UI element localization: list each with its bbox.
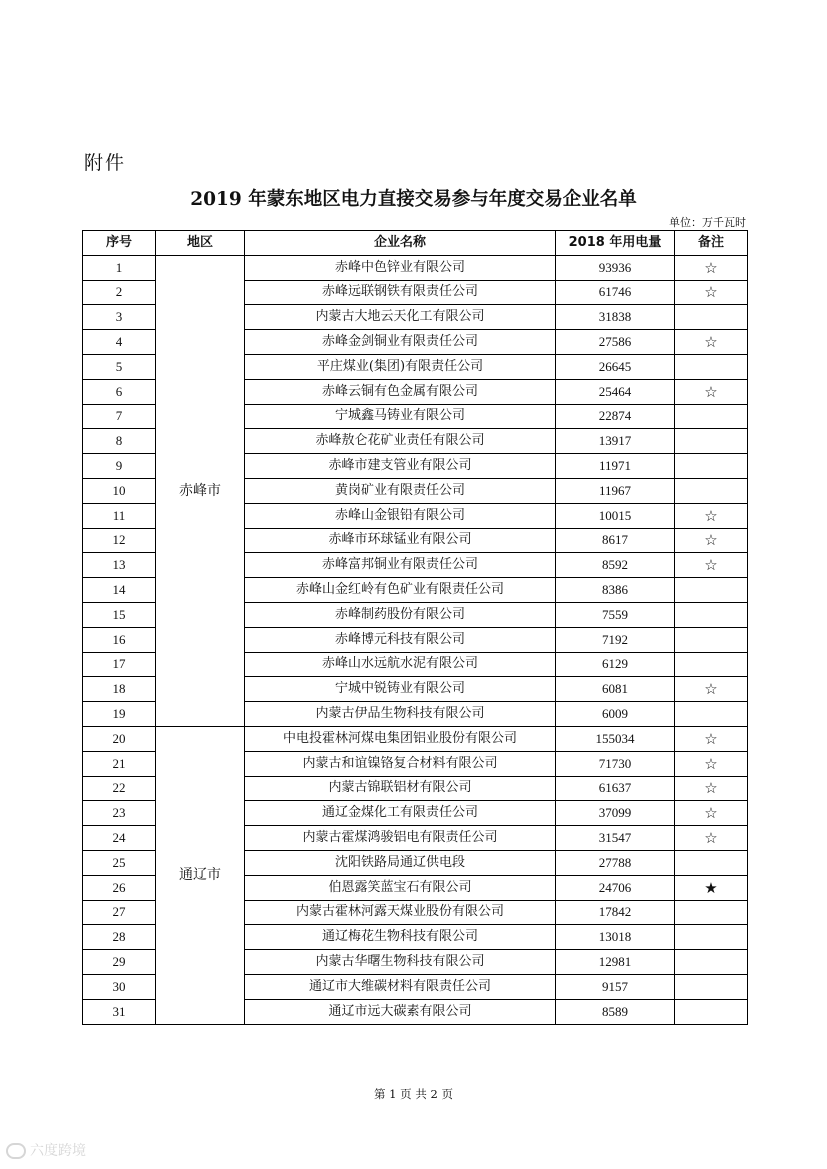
row-index: 1 bbox=[83, 255, 156, 280]
row-index: 18 bbox=[83, 677, 156, 702]
row-index: 16 bbox=[83, 627, 156, 652]
note-mark bbox=[675, 404, 748, 429]
usage-value: 61637 bbox=[556, 776, 675, 801]
header-index: 序号 bbox=[83, 231, 156, 256]
region-cell: 赤峰市 bbox=[156, 255, 245, 726]
company-name: 内蒙古大地云天化工有限公司 bbox=[245, 305, 556, 330]
usage-value: 6081 bbox=[556, 677, 675, 702]
company-name: 赤峰金剑铜业有限责任公司 bbox=[245, 330, 556, 355]
note-mark: ☆ bbox=[675, 677, 748, 702]
row-index: 5 bbox=[83, 354, 156, 379]
usage-value: 27788 bbox=[556, 850, 675, 875]
usage-value: 7559 bbox=[556, 602, 675, 627]
note-mark bbox=[675, 478, 748, 503]
company-name: 赤峰市建支管业有限公司 bbox=[245, 454, 556, 479]
table-row bbox=[83, 255, 748, 280]
company-name: 赤峰山水远航水泥有限公司 bbox=[245, 652, 556, 677]
header-company: 企业名称 bbox=[245, 231, 556, 256]
row-index: 19 bbox=[83, 702, 156, 727]
company-name: 通辽市大维碳材料有限责任公司 bbox=[245, 974, 556, 999]
region-cell: 通辽市 bbox=[156, 726, 245, 1024]
watermark-text: 六度跨境 bbox=[30, 1143, 86, 1159]
row-index: 11 bbox=[83, 503, 156, 528]
usage-value: 12981 bbox=[556, 950, 675, 975]
usage-value: 31838 bbox=[556, 305, 675, 330]
company-name: 赤峰山金银铅有限公司 bbox=[245, 503, 556, 528]
company-name: 通辽梅花生物科技有限公司 bbox=[245, 925, 556, 950]
company-name: 内蒙古霍林河露天煤业股份有限公司 bbox=[245, 900, 556, 925]
company-name: 内蒙古华曙生物科技有限公司 bbox=[245, 950, 556, 975]
document-title: 2019 年蒙东地区电力直接交易参与年度交易企业名单 bbox=[190, 189, 637, 210]
note-mark: ☆ bbox=[675, 553, 748, 578]
header-region: 地区 bbox=[156, 231, 245, 256]
row-index: 14 bbox=[83, 578, 156, 603]
company-name: 沈阳铁路局通辽供电段 bbox=[245, 850, 556, 875]
row-index: 15 bbox=[83, 602, 156, 627]
row-index: 23 bbox=[83, 801, 156, 826]
note-mark bbox=[675, 974, 748, 999]
note-mark: ☆ bbox=[675, 528, 748, 553]
usage-value: 6129 bbox=[556, 652, 675, 677]
usage-value: 13917 bbox=[556, 429, 675, 454]
usage-value: 71730 bbox=[556, 751, 675, 776]
header-note: 备注 bbox=[675, 231, 748, 256]
note-mark bbox=[675, 305, 748, 330]
row-index: 4 bbox=[83, 330, 156, 355]
company-name: 内蒙古和谊镍铬复合材料有限公司 bbox=[245, 751, 556, 776]
note-mark bbox=[675, 429, 748, 454]
note-mark bbox=[675, 652, 748, 677]
usage-value: 37099 bbox=[556, 801, 675, 826]
table-row bbox=[83, 726, 748, 751]
row-index: 17 bbox=[83, 652, 156, 677]
note-mark: ☆ bbox=[675, 330, 748, 355]
usage-value: 8617 bbox=[556, 528, 675, 553]
row-index: 21 bbox=[83, 751, 156, 776]
note-mark bbox=[675, 578, 748, 603]
row-index: 26 bbox=[83, 875, 156, 900]
table-body bbox=[83, 255, 748, 1024]
note-mark bbox=[675, 627, 748, 652]
usage-value: 27586 bbox=[556, 330, 675, 355]
note-mark: ☆ bbox=[675, 280, 748, 305]
usage-value: 8386 bbox=[556, 578, 675, 603]
row-index: 29 bbox=[83, 950, 156, 975]
usage-value: 8589 bbox=[556, 999, 675, 1024]
company-name: 赤峰云铜有色金属有限公司 bbox=[245, 379, 556, 404]
note-mark bbox=[675, 900, 748, 925]
company-name: 宁城鑫马铸业有限公司 bbox=[245, 404, 556, 429]
note-mark: ☆ bbox=[675, 726, 748, 751]
note-mark bbox=[675, 602, 748, 627]
row-index: 28 bbox=[83, 925, 156, 950]
table-header-row bbox=[83, 231, 748, 256]
watermark bbox=[6, 1140, 86, 1160]
usage-value: 7192 bbox=[556, 627, 675, 652]
company-name: 通辽金煤化工有限责任公司 bbox=[245, 801, 556, 826]
attachment-label: 附件 bbox=[84, 152, 127, 174]
company-name: 内蒙古霍煤鸿骏铝电有限责任公司 bbox=[245, 826, 556, 851]
header-usage: 2018 年用电量 bbox=[556, 231, 675, 256]
company-name: 赤峰制药股份有限公司 bbox=[245, 602, 556, 627]
note-mark: ☆ bbox=[675, 751, 748, 776]
note-mark bbox=[675, 850, 748, 875]
usage-value: 155034 bbox=[556, 726, 675, 751]
usage-value: 9157 bbox=[556, 974, 675, 999]
company-table bbox=[82, 230, 748, 1025]
note-mark bbox=[675, 925, 748, 950]
watermark-logo-icon bbox=[6, 1143, 26, 1159]
note-mark: ★ bbox=[675, 875, 748, 900]
row-index: 3 bbox=[83, 305, 156, 330]
usage-value: 22874 bbox=[556, 404, 675, 429]
row-index: 30 bbox=[83, 974, 156, 999]
row-index: 6 bbox=[83, 379, 156, 404]
note-mark: ☆ bbox=[675, 379, 748, 404]
usage-value: 31547 bbox=[556, 826, 675, 851]
usage-value: 24706 bbox=[556, 875, 675, 900]
row-index: 12 bbox=[83, 528, 156, 553]
company-name: 赤峰富邦铜业有限责任公司 bbox=[245, 553, 556, 578]
row-index: 8 bbox=[83, 429, 156, 454]
note-mark: ☆ bbox=[675, 776, 748, 801]
usage-value: 25464 bbox=[556, 379, 675, 404]
note-mark bbox=[675, 999, 748, 1024]
company-name: 内蒙古伊品生物科技有限公司 bbox=[245, 702, 556, 727]
company-name: 赤峰远联钢铁有限责任公司 bbox=[245, 280, 556, 305]
company-name: 平庄煤业(集团)有限责任公司 bbox=[245, 354, 556, 379]
company-name: 黄岗矿业有限责任公司 bbox=[245, 478, 556, 503]
row-index: 24 bbox=[83, 826, 156, 851]
row-index: 22 bbox=[83, 776, 156, 801]
row-index: 20 bbox=[83, 726, 156, 751]
usage-value: 61746 bbox=[556, 280, 675, 305]
note-mark: ☆ bbox=[675, 801, 748, 826]
usage-value: 6009 bbox=[556, 702, 675, 727]
usage-value: 93936 bbox=[556, 255, 675, 280]
company-name: 赤峰敖仑花矿业责任有限公司 bbox=[245, 429, 556, 454]
row-index: 13 bbox=[83, 553, 156, 578]
page-footer: 第 1 页 共 2 页 bbox=[374, 1087, 453, 1101]
usage-value: 17842 bbox=[556, 900, 675, 925]
row-index: 2 bbox=[83, 280, 156, 305]
note-mark bbox=[675, 950, 748, 975]
row-index: 31 bbox=[83, 999, 156, 1024]
usage-value: 11971 bbox=[556, 454, 675, 479]
company-name: 赤峰市环球锰业有限公司 bbox=[245, 528, 556, 553]
usage-value: 8592 bbox=[556, 553, 675, 578]
company-name: 赤峰山金红岭有色矿业有限责任公司 bbox=[245, 578, 556, 603]
company-name: 宁城中锐铸业有限公司 bbox=[245, 677, 556, 702]
company-name: 伯恩露笑蓝宝石有限公司 bbox=[245, 875, 556, 900]
note-mark: ☆ bbox=[675, 503, 748, 528]
note-mark: ☆ bbox=[675, 826, 748, 851]
company-name: 赤峰中色锌业有限公司 bbox=[245, 255, 556, 280]
unit-label: 单位：万千瓦时 bbox=[669, 216, 746, 229]
usage-value: 10015 bbox=[556, 503, 675, 528]
company-name: 赤峰博元科技有限公司 bbox=[245, 627, 556, 652]
row-index: 10 bbox=[83, 478, 156, 503]
company-name: 中电投霍林河煤电集团铝业股份有限公司 bbox=[245, 726, 556, 751]
note-mark: ☆ bbox=[675, 255, 748, 280]
company-name: 通辽市远大碳素有限公司 bbox=[245, 999, 556, 1024]
note-mark bbox=[675, 702, 748, 727]
company-name: 内蒙古锦联铝材有限公司 bbox=[245, 776, 556, 801]
row-index: 7 bbox=[83, 404, 156, 429]
row-index: 25 bbox=[83, 850, 156, 875]
row-index: 27 bbox=[83, 900, 156, 925]
row-index: 9 bbox=[83, 454, 156, 479]
usage-value: 26645 bbox=[556, 354, 675, 379]
note-mark bbox=[675, 454, 748, 479]
usage-value: 11967 bbox=[556, 478, 675, 503]
note-mark bbox=[675, 354, 748, 379]
usage-value: 13018 bbox=[556, 925, 675, 950]
